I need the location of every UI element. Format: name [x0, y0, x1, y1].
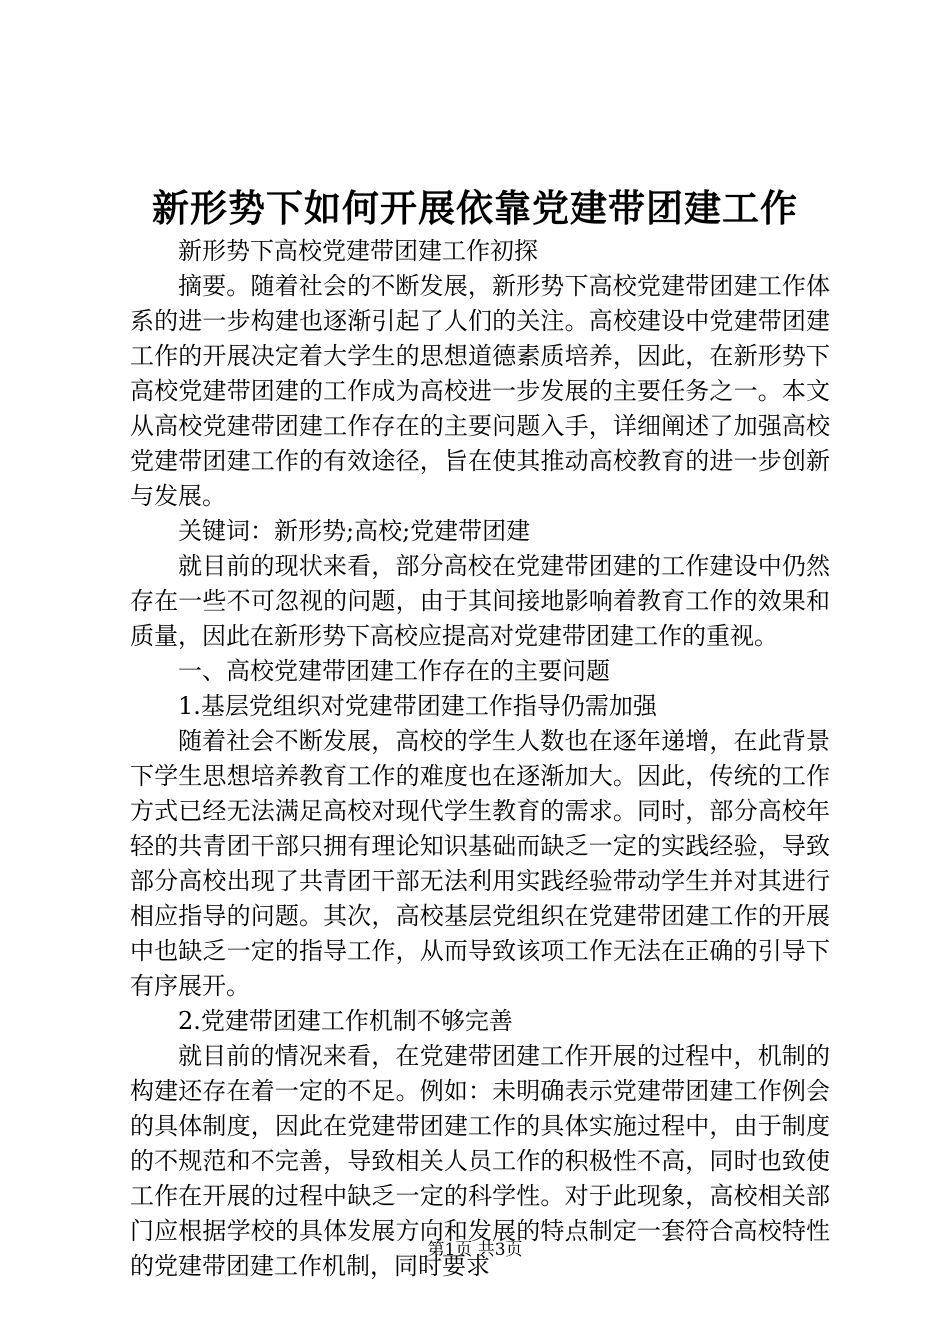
document-title: 新形势下如何开展依靠党建带团建工作: [152, 186, 798, 230]
keywords-paragraph: 关键词：新形势;高校;党建带团建: [178, 517, 531, 545]
document-body: [130, 234, 830, 1284]
body-paragraph: 就目前的情况来看，在党建带团建工作开展的过程中，机制的构建还存在着一定的不足。例如：未明确表示党建带团建工作例会的具体制度，因此在党建带团建工作的具体实施过程中，由于制度的不规范和不完善，导致相关人员工作的积极性不高，同时也致使工作在开展的过程中缺乏一定的科学性。对于此现象，高校相关部门应根据学校的具体发展方向和发展的特点制定一套符合高校特性的党建带团建工作机制，同时要求: [130, 1042, 830, 1280]
subsection-heading-2: 2.党建带团建工作机制不够完善: [178, 1007, 513, 1035]
page-number-footer: 第1页 共3页: [427, 1240, 523, 1260]
section-heading: 一、高校党建带团建工作存在的主要问题: [178, 657, 610, 685]
abstract-paragraph: 摘要。随着社会的不断发展，新形势下高校党建带团建工作体系的进一步构建也逐渐引起了人们的关注。高校建设中党建带团建工作的开展决定着大学生的思想道德素质培养，因此，在新形势下高校党建带团建的工作成为高校进一步发展的主要任务之一。本文从高校党建带团建工作存在的主要问题入手，详细阐述了加强高校党建带团建工作的有效途径，旨在使其推动高校教育的进一步创新与发展。: [130, 272, 830, 510]
body-paragraph: 随着社会不断发展，高校的学生人数也在逐年递增，在此背景下学生思想培养教育工作的难度也在逐渐加大。因此，传统的工作方式已经无法满足高校对现代学生教育的需求。同时，部分高校年轻的共青团干部只拥有理论知识基础而缺乏一定的实践经验，导致部分高校出现了共青团干部无法利用实践经验带动学生并对其进行相应指导的问题。其次，高校基层党组织在党建带团建工作的开展中也缺乏一定的指导工作，从而导致该项工作无法在正确的引导下有序展开。: [130, 727, 830, 1000]
intro-paragraph: 就目前的现状来看，部分高校在党建带团建的工作建设中仍然存在一些不可忽视的问题，由于其间接地影响着教育工作的效果和质量，因此在新形势下高校应提高对党建带团建工作的重视。: [130, 552, 830, 650]
subsection-heading-1: 1.基层党组织对党建带团建工作指导仍需加强: [178, 692, 657, 720]
subtitle-paragraph: 新形势下高校党建带团建工作初探: [178, 237, 538, 265]
